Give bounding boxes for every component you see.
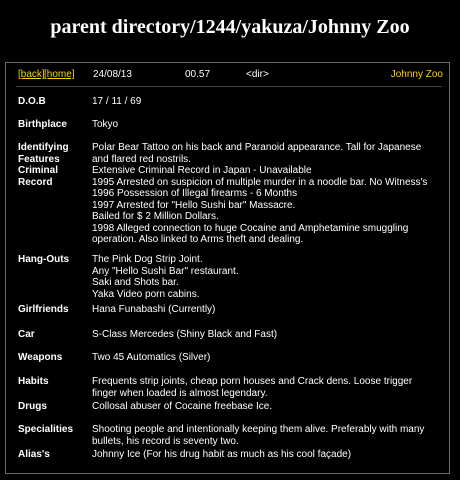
drugs-value: Collosal abuser of Cocaine freebase Ice. [92,401,273,412]
girlfriends-value: Hana Funabashi (Currently) [92,304,216,315]
criminal-label-line: Record [18,176,53,188]
directory-listing-row [18,69,443,85]
criminal-line: Extensive Criminal Record in Japan - Unavailable [92,165,312,176]
criminal-line: 1998 Alleged connection to huge Cocaine and Amphetamine smuggling [92,222,409,234]
birthplace-value: Tokyo [92,119,119,130]
home-link[interactable]: [home] [44,69,75,80]
criminal-line: Bailed for $ 2 Million Dollars. [92,211,219,222]
weapons-value: Two 45 Automatics (Silver) [92,352,211,363]
criminal-line: operation. Also linked to Arms theft and dealing. [92,234,304,245]
features-value [92,142,442,165]
features-label-line: Identifying [18,142,69,153]
alias-label: Alias's [18,449,50,460]
criminal-line: 1996 Possession of Illegal firearms - 6 Months [92,188,298,199]
features-line: Polar Bear Tattoo on his back and Paranoid appearance. Tall for Japanese [92,142,422,153]
drugs-label: Drugs [18,401,47,412]
entry-type: <dir> [246,69,269,80]
entry-time: 00.57 [185,69,211,80]
hangout-line: The Pink Dog Strip Joint. [92,254,203,265]
girlfriends-label: Girlfriends [18,304,69,315]
specialities-label: Specialities [18,424,74,435]
criminal-record-value [92,165,442,246]
car-value: S-Class Mercedes (Shiny Black and Fast) [92,329,278,340]
hangout-line: Yaka Video porn cabins. [92,288,200,300]
habits-value [92,376,442,399]
entry-date: 24/08/13 [93,69,132,80]
hangouts-label: Hang-Outs [18,254,70,265]
divider [16,86,442,87]
habits-line: finger when loaded is almost legendary. [92,387,268,399]
criminal-line: 1995 Arrested on suspicion of multiple murder in a noodle bar. No Witness's [92,176,428,188]
car-label: Car [18,329,35,340]
habits-label: Habits [18,376,49,387]
specialities-value [92,424,442,447]
features-label [18,142,88,165]
weapons-label: Weapons [18,352,63,363]
features-line: and flared red nostrils. [92,153,191,165]
entry-name-link[interactable]: Johnny Zoo [390,69,443,80]
hangout-line: Any "Hello Sushi Bar" restaurant. [92,265,239,277]
criminal-label-line: Criminal [18,165,59,176]
dob-value: 17 / 11 / 69 [92,96,142,107]
alias-value: Johnny Ice (For his drug habit as much as his cool façade) [92,449,352,460]
page-title: parent directory/1244/yakuza/Johnny Zoo [50,16,410,38]
specialities-line: Shooting people and intentionally keeping them alive. Preferably with many [92,424,425,435]
dob-label: D.O.B [18,96,46,107]
hangout-line: Saki and Shots bar. [92,277,179,288]
specialities-line: bullets, his record is seventy two. [92,435,239,447]
birthplace-label: Birthplace [18,119,67,130]
habits-line: Frequents strip joints, cheap porn houses and Crack dens. Loose trigger [92,376,413,387]
hangouts-value [92,254,442,300]
criminal-line: 1997 Arrested for "Hello Sushi bar" Massacre. [92,199,296,211]
back-link[interactable]: [back] [18,69,45,80]
criminal-record-label [18,165,88,188]
features-label-line: Features [18,153,60,165]
